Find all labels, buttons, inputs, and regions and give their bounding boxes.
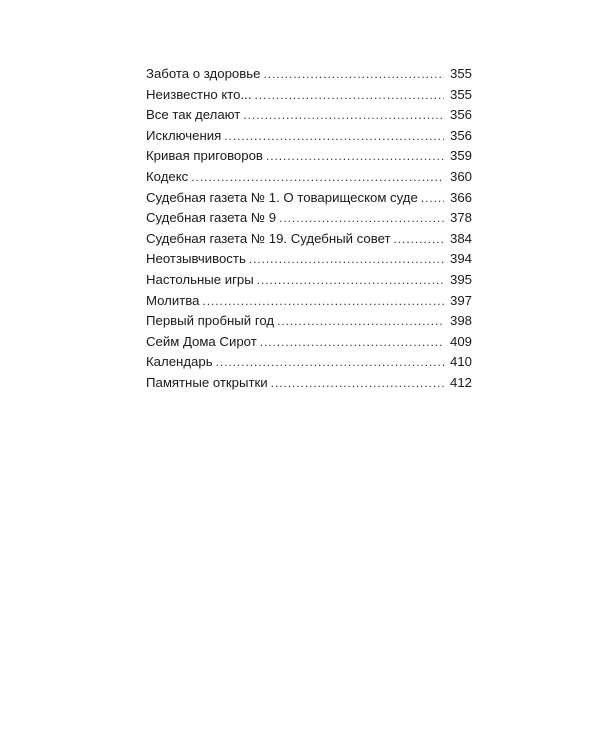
toc-entry-page: 394 xyxy=(449,251,472,267)
toc-entry-page: 397 xyxy=(449,292,472,308)
toc-entry-page: 366 xyxy=(449,189,472,205)
toc-dot-leader xyxy=(224,126,444,147)
toc-dot-leader xyxy=(255,85,444,106)
toc-dot-leader xyxy=(243,105,444,126)
toc-dot-leader xyxy=(260,332,444,353)
toc-dot-leader xyxy=(279,208,444,229)
toc-dot-leader xyxy=(271,373,444,394)
toc-entry xyxy=(146,249,472,270)
toc-entry-title: Памятные открытки xyxy=(146,374,268,390)
toc-entry xyxy=(146,332,472,353)
toc-entry-page: 378 xyxy=(449,210,472,226)
toc-entry xyxy=(146,291,472,312)
toc-entry-page: 409 xyxy=(449,333,472,349)
toc-entry xyxy=(146,64,472,85)
toc-dot-leader xyxy=(216,352,444,373)
toc-entry-page: 356 xyxy=(449,127,472,143)
toc-dot-leader xyxy=(421,188,444,209)
toc-entry xyxy=(146,208,472,229)
toc-entry-title: Судебная газета № 19. Судебный совет xyxy=(146,230,391,246)
toc-entry-title: Первый пробный год xyxy=(146,313,275,329)
toc-entry-title: Кодекс xyxy=(146,168,189,184)
toc-entry-page: 355 xyxy=(449,66,472,81)
toc-entry-title: Сейм Дома Сирот xyxy=(146,333,257,349)
toc-entry xyxy=(146,105,472,126)
toc-dot-leader xyxy=(249,249,444,270)
toc-entry xyxy=(146,373,472,394)
toc-entry-page: 356 xyxy=(449,107,472,123)
table-of-contents xyxy=(146,64,472,394)
toc-entry-page: 395 xyxy=(449,271,472,287)
toc-entry xyxy=(146,167,472,188)
toc-entry xyxy=(146,229,472,250)
toc-entry-page: 410 xyxy=(449,354,472,370)
toc-entry xyxy=(146,188,472,209)
toc-entry-title: Судебная газета № 1. О товарищеском суде xyxy=(146,189,418,205)
toc-dot-leader xyxy=(257,270,444,291)
toc-dot-leader xyxy=(202,291,444,312)
toc-dot-leader xyxy=(263,64,444,85)
toc-entry-page: 359 xyxy=(449,148,472,164)
toc-entry-title: Судебная газета № 9 xyxy=(146,210,277,226)
toc-dot-leader xyxy=(266,146,444,167)
toc-entry-title: Забота о здоровье xyxy=(146,66,261,81)
toc-entry-page: 412 xyxy=(449,374,472,390)
toc-entry-title: Неотзывчивость xyxy=(146,251,246,267)
toc-entry xyxy=(146,126,472,147)
toc-entry xyxy=(146,270,472,291)
toc-entry xyxy=(146,85,472,106)
toc-entry-title: Календарь xyxy=(146,354,213,370)
toc-entry-page: 384 xyxy=(449,230,472,246)
toc-entry-title: Кривая приговоров xyxy=(146,148,263,164)
toc-entry-title: Неизвестно кто... xyxy=(146,86,252,102)
toc-entry-page: 398 xyxy=(449,313,472,329)
toc-entry-title: Исключения xyxy=(146,127,222,143)
toc-entry-title: Настольные игры xyxy=(146,271,254,287)
toc-dot-leader xyxy=(191,167,444,188)
toc-entry xyxy=(146,146,472,167)
toc-entry-page: 360 xyxy=(449,168,472,184)
toc-entry-title: Все так делают xyxy=(146,107,241,123)
toc-entry-title: Молитва xyxy=(146,292,200,308)
toc-entry xyxy=(146,311,472,332)
toc-dot-leader xyxy=(277,311,444,332)
toc-dot-leader xyxy=(394,229,444,250)
toc-entry-page: 355 xyxy=(449,86,472,102)
toc-entry xyxy=(146,352,472,373)
